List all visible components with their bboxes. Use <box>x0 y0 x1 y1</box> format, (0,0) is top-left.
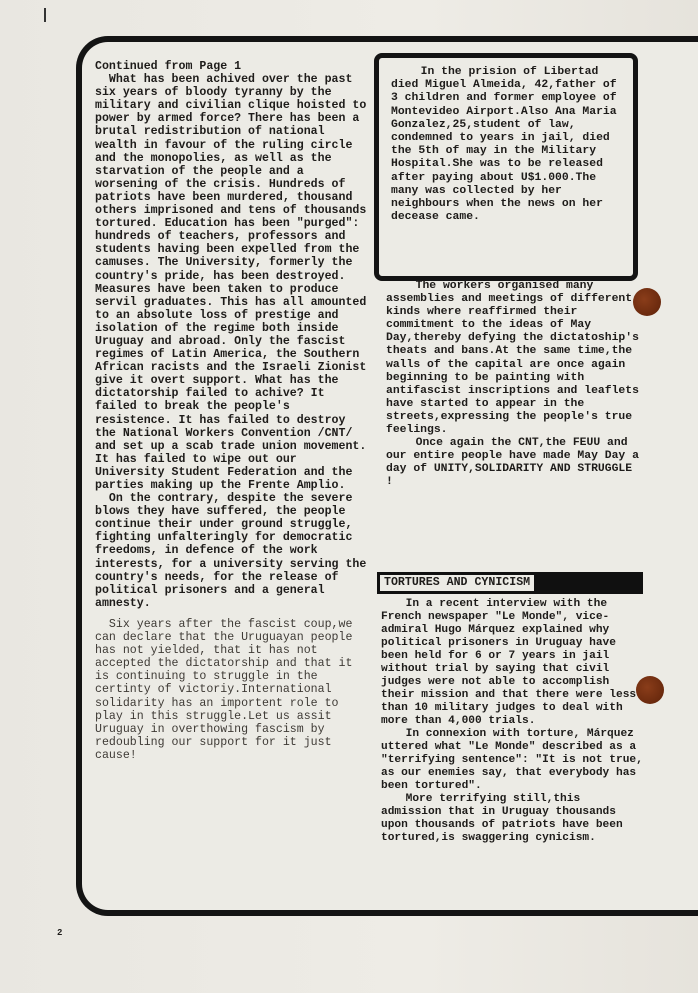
right-paragraph-2: Once again the CNT,the FEUU and our entire people have made May Day a day of UNITY,SOLIDARITY AND STRUGGLE ! <box>386 437 639 489</box>
tortures-paragraph-1: In a recent interview with the French newspaper "Le Monde", vice-admiral Hugo Márquez explained why political prisoners in Uruguay have been held for 6 or 7 years in jail without trial by saying that civil judges were not able to accomplish their mission and that there were less than 10 military judges to deal with more than 4,000 trials. <box>381 598 637 727</box>
page-number: 2 <box>57 928 63 938</box>
section-heading: TORTURES AND CYNICISM <box>380 575 534 591</box>
right-paragraph-1: The workers organised many assemblies and meetings of different kinds where reaffirmed their commitment to the ideas of May Day,thereby defying the dictatoship's theats and bans.At the same time,the walls of the capital are once again beginning to be painting with antifascist inscriptions and leaflets have started to appear in the streets,expressing the people's true feelings. <box>386 280 639 437</box>
boxed-notice-text: In the prision of Libertad died Miguel Almeida, 42,father of 3 children and former employee of Montevideo Airport.Also Ana Maria Gonzalez,25,student of law, condemned to years in jail, died the 5th of may in the Military Hospital.She was to be released after paying about U$1.000.The many was collected by her neighbours when the news on her decease came. <box>391 66 617 224</box>
right-column <box>386 280 644 490</box>
tortures-paragraph-2: In connexion with torture, Márquez uttered what "Le Monde" described as a "terrifying sentence": "It is not true, as our enemies say, that everybody has been tortured". <box>381 728 643 792</box>
left-column <box>95 60 367 762</box>
left-paragraph-2: On the contrary, despite the severe blows they have suffered, the people continue their under ground struggle, fighting unfalteringly for democratic freedoms, in defence of the work interests, for a university serving the country's needs, for the release of political prisoners and a general amnesty. <box>95 492 367 610</box>
punch-hole-top <box>633 288 661 316</box>
left-paragraph-1: What has been achived over the past six years of bloody tyranny by the military and civilian clique hoisted to power by armed force? There has been a brutal redistribution of national wealth in favour of the ruling circle and the monopolies, as well as the starvation of the people and a worsening of the crisis. Hundreds of patriots have been murdered, thousand others imprisoned and tens of thousands tortured. Education has been "purged": hundreds of teachers, professors and students having been expelled from the camuses. The University, formerly the country's pride, has been destroyed. Measures have been taken to produce servil graduates. This has all amounted to an absolute loss of prestige and isolation of the regime both inside Uruguay and abroad. Only the fascist regimes of Latin America, the Southern African racists and the Israeli Zionist give it overt support. What has the dictatorship failed to achive? It failed to break the people's resistence. It has failed to destroy the National Workers Convention /CNT/ and set up a scab trade union movement. It has failed to wipe out our University Student Federation and the parties making up the Frente Amplio. <box>95 73 367 492</box>
section-heading-bar <box>377 572 643 594</box>
tortures-paragraph-3: More terrifying still,this admission that in Uruguay thousands upon thousands of patriots have been tortured,is swaggering cynicism. <box>381 793 623 844</box>
margin-mark <box>44 8 46 22</box>
punch-hole-bottom <box>636 676 664 704</box>
left-paragraph-3: Six years after the fascist coup,we can declare that the Uruguayan people has not yielded, that it has not accepted the dictatorship and that it is continuing to struggle in the certinty of victoriy.International solidarity has an importent role to play in this struggle.Let us assit Uruguay in overthowing fascism by redoubling our support for it just cause! <box>95 617 353 762</box>
continued-heading: Continued from Page 1 <box>95 60 242 73</box>
boxed-notice <box>374 53 638 281</box>
tortures-article <box>381 598 643 845</box>
